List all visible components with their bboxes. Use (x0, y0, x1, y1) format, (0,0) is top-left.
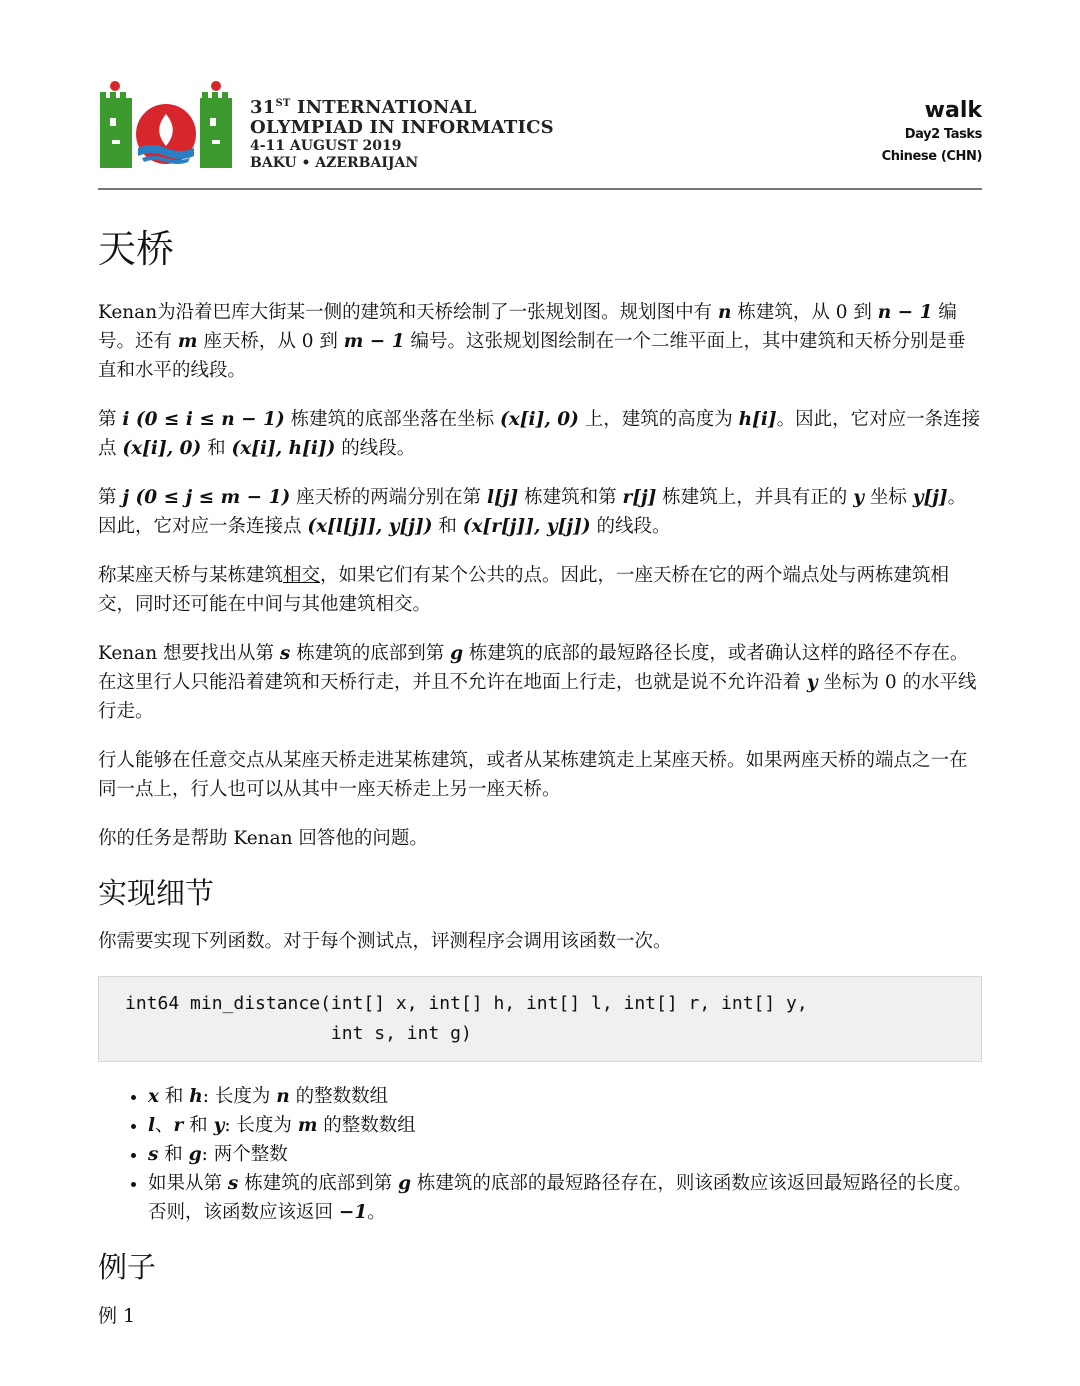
list-item: • l、r 和 y: 长度为 m 的整数数组 (148, 1111, 982, 1140)
paragraph-buildings: 第 i (0 ≤ i ≤ n − 1) 栋建筑的底部坐落在坐标 (x[i], 0) 上，建筑的高度为 h[i]。因此，它对应一条连接点 (x[i], 0) 和 (x[i], h[i]) 的线段。 (98, 409, 981, 459)
function-signature-code: int64 min_distance(int[] x, int[] h, int[] l, int[] r, int[] y, int s, int g) (98, 976, 982, 1062)
section-title-implementation: 实现细节 (98, 876, 215, 910)
task-name: walk (924, 98, 982, 123)
paragraph-task: 你的任务是帮助 Kenan 回答他的问题。 (98, 828, 428, 849)
task-statement (98, 222, 982, 1331)
list-item: • x 和 h: 长度为 n 的整数数组 (148, 1082, 982, 1111)
task-day: Day2 Tasks (904, 127, 982, 142)
list-item: • 如果从第 s 栋建筑的底部到第 g 栋建筑的底部的最短路径存在，则该函数应该返回最短路径的长度。否则，该函数应该返回 −1。 (148, 1169, 982, 1227)
paragraph-transfer: 行人能够在任意交点从某座天桥走进某栋建筑，或者从某栋建筑走上某座天桥。如果两座天桥的端点之一在同一点上，行人也可以从其中一座天桥走上另一座天桥。 (98, 750, 968, 800)
page-header (98, 78, 982, 190)
example-1-label: 例 1 (98, 1305, 136, 1327)
section-title-examples: 例子 (98, 1250, 157, 1284)
parameter-list (98, 1082, 982, 1227)
task-meta (882, 98, 982, 168)
paragraph-intro: Kenan为沿着巴库大街某一侧的建筑和天桥绘制了一张规划图。规划图中有 n 栋建筑，从 0 到 n − 1 编号。还有 m 座天桥，从 0 到 m − 1 编号。这张规划图绘制在一个二维平面上，其中建筑和天桥分别是垂直和水平的线段。 (98, 302, 966, 381)
paragraph-goal: Kenan 想要找出从第 s 栋建筑的底部到第 g 栋建筑的底部的最短路径长度，或者确认这样的路径不存在。在这里行人只能沿着建筑和天桥行走，并且不允许在地面上行走，也就是说不允许沿着 y 坐标为 0 的水平线行走。 (98, 643, 977, 722)
olympiad-title: 31ST INTERNATIONAL OLYMPIAD IN INFORMATICS 4-11 AUGUST 2019 BAKU • AZERBAIJAN (250, 97, 554, 171)
list-item: • s 和 g: 两个整数 (148, 1140, 982, 1169)
paragraph-intersect: 称某座天桥与某栋建筑相交，如果它们有某个公共的点。因此，一座天桥在它的两个端点处与两栋建筑相交，同时还可能在中间与其他建筑相交。 (98, 565, 950, 615)
page-title: 天桥 (98, 227, 175, 271)
task-language: Chinese (CHN) (881, 149, 982, 164)
implementation-intro: 你需要实现下列函数。对于每个测试点，评测程序会调用该函数一次。 (98, 931, 672, 952)
paragraph-skywalks: 第 j (0 ≤ j ≤ m − 1) 座天桥的两端分别在第 l[j] 栋建筑和第 r[j] 栋建筑上，并具有正的 y 坐标 y[j]。因此，它对应一条连接点 (x[l[j]], y[j]) 和 (x[r[j]], y[j]) 的线段。 (98, 487, 967, 537)
ioi-logo (98, 78, 234, 174)
